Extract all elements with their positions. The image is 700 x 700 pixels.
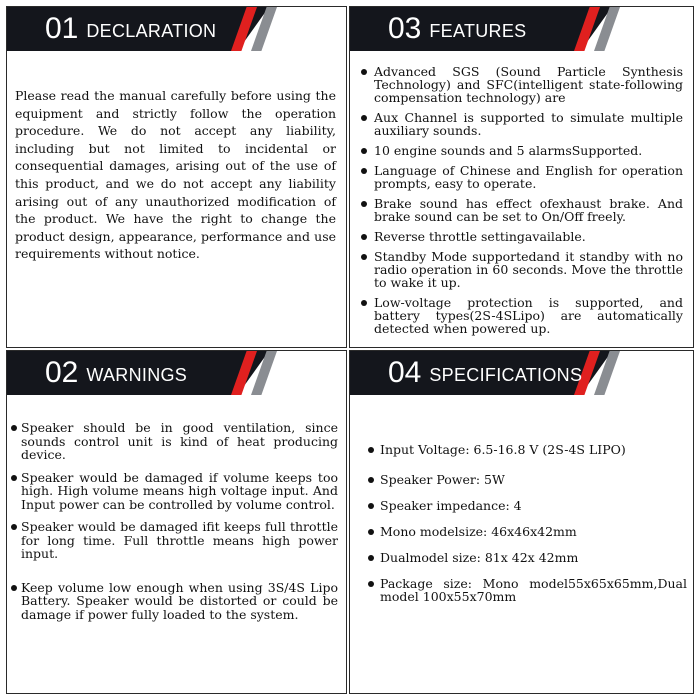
warnings-list (9, 421, 338, 630)
header-text (388, 351, 582, 395)
feature-item: Brake sound has effect ofexhaust brake. And brake sound can be set to On/Off freely. (356, 197, 683, 223)
spec-item: Speaker Power: 5W (366, 473, 687, 486)
section-number: 01 (45, 12, 79, 45)
specifications-list (366, 443, 687, 616)
specifications-header (350, 351, 693, 395)
warning-item: Speaker would be damaged if volume keeps too high. High volume means high voltage input. And Input power can be controlled by volume control. (9, 471, 338, 512)
section-number: 03 (388, 12, 422, 45)
feature-item: Aux Channel is supported to simulate multiple auxiliary sounds. (356, 111, 683, 137)
feature-item: Low-voltage protection is supported, and battery types(2S-4SLipo) are automatically detected when powered up. (356, 296, 683, 335)
spec-item: Dualmodel size: 81x 42x 42mm (366, 551, 687, 564)
feature-item: Advanced SGS (Sound Particle Synthesis Technology) and SFC(intelligent state-following compensation technology) are (356, 65, 683, 104)
features-panel (349, 6, 694, 348)
section-title: DECLARATION (86, 20, 217, 41)
warning-item: Keep volume low enough when using 3S/4S Lipo Battery. Speaker would be distorted or could be damage if power fully loaded to the system. (9, 581, 338, 622)
feature-item: Standby Mode supportedand it standby with no radio operation in 60 seconds. Move the throttle to wake it up. (356, 250, 683, 289)
spec-item: Input Voltage: 6.5-16.8 V (2S-4S LIPO) (366, 443, 687, 456)
section-title: SPECIFICATIONS (429, 364, 583, 385)
warning-item: Speaker should be in good ventilation, since sounds control unit is kind of heat producing device. (9, 421, 338, 462)
specifications-panel (349, 350, 694, 694)
warnings-header (7, 351, 346, 395)
spec-item: Speaker impedance: 4 (366, 499, 687, 512)
declaration-text: Please read the manual carefully before using the equipment and strictly follow the operation procedure. We do not accept any liability, including but not limited to incidental or consequential damages, arising out of the use of this product, and we do not accept any liability arising out of any unauthorized modification of the product. We have the right to change the product design, appearance, performance and use requirements without notice. (15, 88, 336, 262)
feature-item: Language of Chinese and English for operation prompts, easy to operate. (356, 164, 683, 190)
section-title: FEATURES (429, 20, 527, 41)
spec-item: Package size: Mono model55x65x65mm,Dual model 100x55x70mm (366, 577, 687, 603)
feature-item: 10 engine sounds and 5 alarmsSupported. (356, 144, 683, 157)
spec-item: Mono modelsize: 46x46x42mm (366, 525, 687, 538)
section-number: 04 (388, 356, 422, 389)
declaration-header (7, 7, 346, 51)
header-text (45, 351, 187, 395)
features-header (350, 7, 693, 51)
feature-item: Reverse throttle settingavailable. (356, 230, 683, 243)
header-text (45, 7, 216, 51)
warnings-panel (6, 350, 347, 694)
header-text (388, 7, 526, 51)
section-title: WARNINGS (86, 364, 188, 385)
section-number: 02 (45, 356, 79, 389)
warning-item: Speaker would be damaged ifit keeps full throttle for long time. Full throttle means high power input. (9, 520, 338, 561)
declaration-panel (6, 6, 347, 348)
features-list (356, 65, 683, 342)
